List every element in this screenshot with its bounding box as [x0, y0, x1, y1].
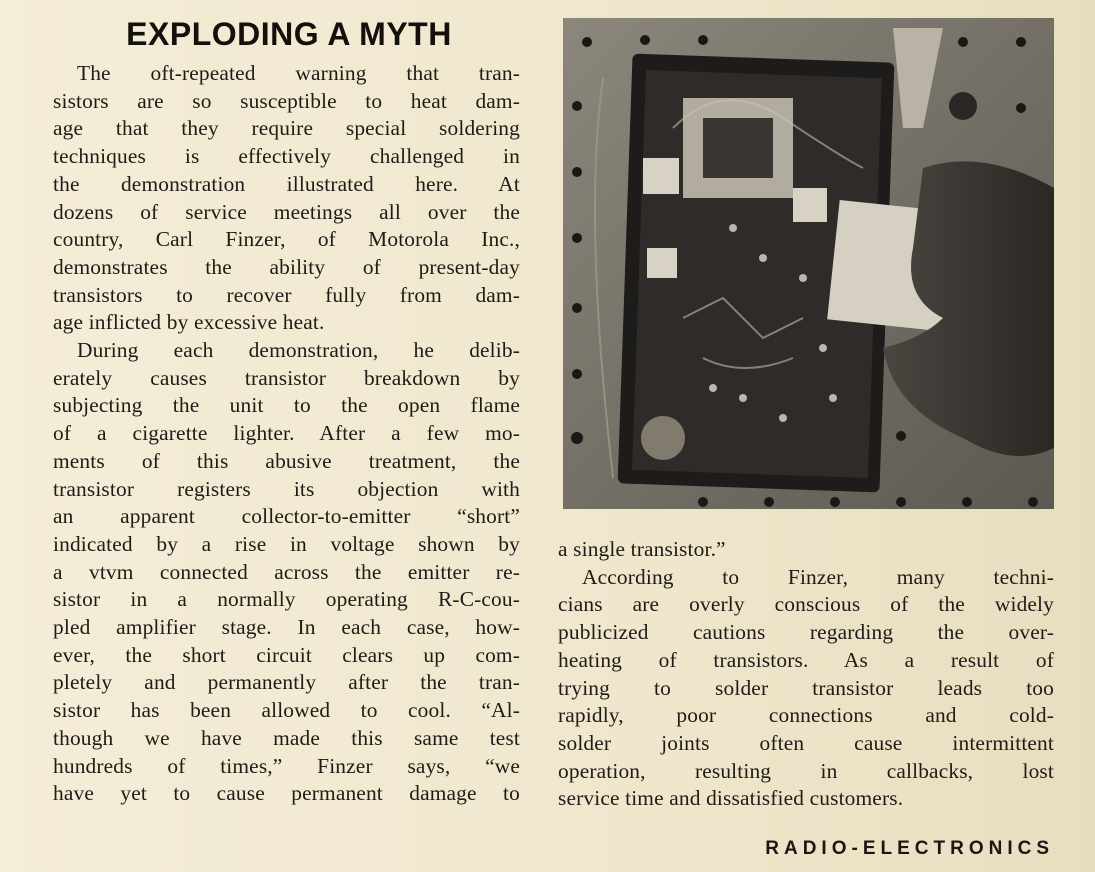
text-line: pled amplifier stage. In each case, how- [53, 615, 520, 640]
text-line: dozens of service meetings all over the [53, 199, 520, 224]
text-line: operation, resulting in callbacks, lost [558, 758, 1054, 783]
text-line: transistor registers its objection with [53, 476, 520, 501]
text-line: trying to solder transistor leads too [558, 675, 1054, 700]
article-right-column [558, 536, 1054, 813]
text-line: publicized cautions regarding the over- [558, 620, 1054, 645]
text-line: though we have made this same test [53, 725, 520, 750]
text-line: solder joints often cause intermittent [558, 730, 1054, 755]
text-line: sistors are so susceptible to heat dam- [53, 88, 520, 113]
publication-name: RADIO-ELECTRONICS [765, 838, 1054, 859]
text-line: indicated by a rise in voltage shown by [53, 531, 520, 556]
text-line: of a cigarette lighter. After a few mo- [53, 421, 520, 446]
text-line: ever, the short circuit clears up com- [53, 642, 520, 667]
text-line: country, Carl Finzer, of Motorola Inc., [53, 227, 520, 252]
article-left-column [53, 60, 520, 808]
text-line: sistor in a normally operating R-C-cou- [53, 587, 520, 612]
photo-illustration [563, 18, 1054, 509]
text-line: heating of transistors. As a result of [558, 647, 1054, 672]
text-line: cians are overly conscious of the widely [558, 592, 1054, 617]
text-line: During each demonstration, he delib- [77, 338, 520, 363]
text-line: a single transistor.” [558, 537, 726, 561]
text-line: an apparent collector-to-emitter “short” [53, 504, 520, 529]
text-line: transistors to recover fully from dam- [53, 282, 520, 307]
text-line: subjecting the unit to the open flame [53, 393, 520, 418]
circuit-board-photo [563, 18, 1054, 509]
text-line: According to Finzer, many techni- [582, 564, 1054, 589]
text-line: age that they require special soldering [53, 116, 520, 141]
text-line: pletely and permanently after the tran- [53, 670, 520, 695]
text-line: techniques is effectively challenged in [53, 144, 520, 169]
text-line: The oft-repeated warning that tran- [77, 61, 520, 85]
text-line: sistor has been allowed to cool. “Al- [53, 698, 520, 723]
text-line: ments of this abusive treatment, the [53, 448, 520, 473]
text-line: service time and dissatisfied customers. [558, 786, 904, 811]
text-line: rapidly, poor connections and cold- [558, 703, 1054, 728]
text-line: have yet to cause permanent damage to [53, 781, 520, 806]
article-headline: EXPLODING A MYTH [126, 16, 452, 52]
text-line: a vtvm connected across the emitter re- [53, 559, 520, 584]
text-line: the demonstration illustrated here. At [53, 171, 520, 196]
text-line: erately causes transistor breakdown by [53, 365, 520, 390]
text-line: age inflicted by excessive heat. [53, 310, 325, 335]
text-line: demonstrates the ability of present-day [53, 254, 520, 279]
text-line: hundreds of times,” Finzer says, “we [53, 753, 520, 778]
